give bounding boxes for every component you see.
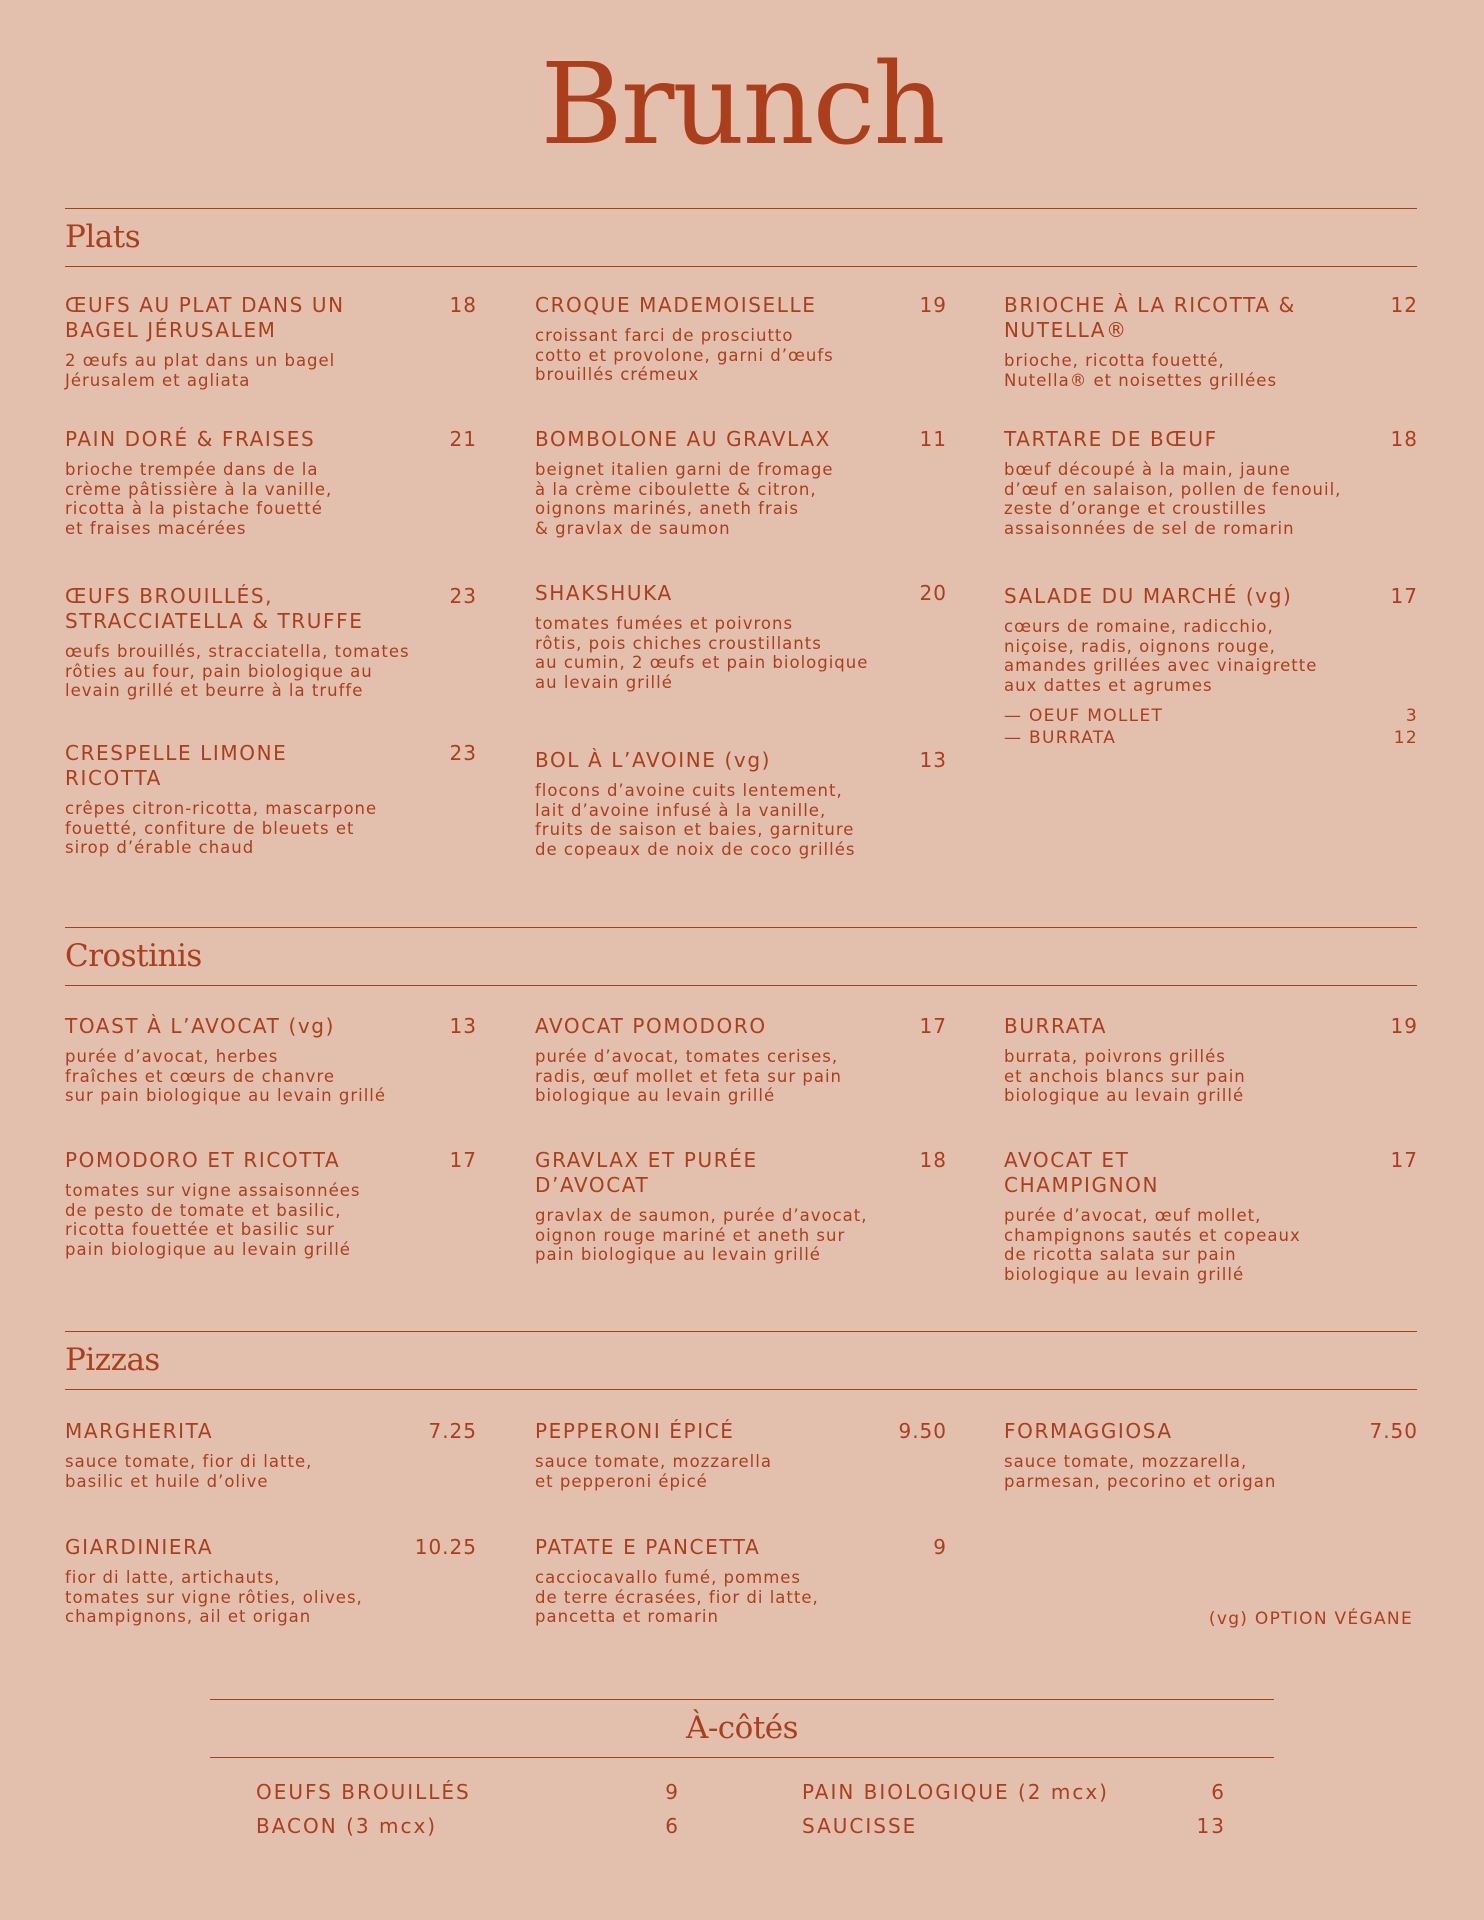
addon-row (1004, 705, 1418, 727)
item-name: POMODORO ET RICOTTA (65, 1148, 341, 1172)
side-name: PAIN BIOLOGIQUE (2 mcx) (802, 1780, 1109, 1804)
item-price: 18 (449, 293, 477, 317)
section-title-pizzas: Pizzas (65, 1342, 160, 1378)
item-description: cacciocavallo fumé, pommes de terre écrasées, fior di latte, pancetta et romarin (535, 1568, 819, 1626)
item-price: 9.50 (898, 1419, 947, 1443)
section-header-crostinis (65, 927, 1417, 986)
menu-item (65, 1535, 477, 1627)
item-description: beignet italien garni de fromage à la crème ciboulette & citron, oignons marinés, aneth frais & gravlax de saumon (535, 460, 834, 538)
menu-item (535, 1419, 947, 1491)
item-price: 19 (1390, 1014, 1418, 1038)
menu-item (535, 581, 947, 692)
item-name: GIARDINIERA (65, 1535, 214, 1559)
item-price: 10.25 (414, 1535, 477, 1559)
item-name: TARTARE DE BŒUF (1004, 427, 1218, 451)
item-description: œufs brouillés, stracciatella, tomates rôties au four, pain biologique au levain grillé et beurre à la truffe (65, 642, 410, 700)
side-item (802, 1779, 1226, 1805)
item-name: MARGHERITA (65, 1419, 214, 1443)
vegan-tag: (vg) (1245, 584, 1293, 608)
menu-item (65, 427, 477, 538)
menu-item (65, 1419, 477, 1491)
item-description: brioche, ricotta fouetté, Nutella® et noisettes grillées (1004, 351, 1278, 390)
menu-item (535, 748, 947, 859)
side-price: 6 (1211, 1780, 1226, 1804)
item-price: 17 (1390, 584, 1418, 608)
addon-name: — BURRATA (1004, 728, 1117, 748)
item-description: purée d’avocat, herbes fraîches et cœurs de chanvre sur pain biologique au levain grillé (65, 1047, 387, 1105)
item-price: 7.50 (1369, 1419, 1418, 1443)
section-header-sides (210, 1699, 1274, 1758)
item-name: ŒUFS AU PLAT DANS UN BAGEL JÉRUSALEM (65, 293, 345, 342)
item-name: BOL À L’AVOINE (535, 748, 717, 772)
side-item (256, 1779, 680, 1805)
side-price: 9 (665, 1780, 680, 1804)
item-price: 23 (449, 741, 477, 765)
section-title-crostinis: Crostinis (65, 938, 202, 974)
side-price: 13 (1196, 1814, 1226, 1838)
menu-item (535, 427, 947, 538)
item-name: TOAST À L’AVOCAT (65, 1014, 281, 1038)
menu-item (1004, 427, 1418, 538)
menu-item (65, 584, 477, 701)
item-name: AVOCAT ET CHAMPIGNON (1004, 1148, 1160, 1197)
side-item (256, 1813, 680, 1839)
item-description: gravlax de saumon, purée d’avocat, oignon rouge mariné et aneth sur pain biologique au levain grillé (535, 1206, 868, 1264)
side-price: 6 (665, 1814, 680, 1838)
item-price: 17 (1390, 1148, 1418, 1172)
item-price: 17 (919, 1014, 947, 1038)
item-description: cœurs de romaine, radicchio, niçoise, radis, oignons rouge, amandes grillées avec vinaigrette aux dattes et agrumes (1004, 617, 1318, 695)
item-price: 18 (1390, 427, 1418, 451)
item-description: purée d’avocat, tomates cerises, radis, œuf mollet et feta sur pain biologique au levain grillé (535, 1047, 842, 1105)
item-description: purée d’avocat, œuf mollet, champignons sautés et copeaux de ricotta salata sur pain biologique au levain grillé (1004, 1206, 1301, 1284)
item-name: BURRATA (1004, 1014, 1108, 1038)
menu-item (65, 741, 477, 858)
item-description: sauce tomate, mozzarella et pepperoni épicé (535, 1452, 772, 1491)
item-name: PAIN DORÉ & FRAISES (65, 427, 316, 451)
item-name: ŒUFS BROUILLÉS, STRACCIATELLA & TRUFFE (65, 584, 364, 633)
item-description: brioche trempée dans de la crème pâtissière à la vanille, ricotta à la pistache fouetté et fraises macérées (65, 460, 333, 538)
item-price: 17 (449, 1148, 477, 1172)
menu-item (535, 293, 947, 385)
item-price: 11 (919, 427, 947, 451)
item-price: 13 (919, 748, 947, 772)
item-description: tomates sur vigne assaisonnées de pesto de tomate et basilic, ricotta fouettée et basilic sur pain biologique au levain grillé (65, 1181, 361, 1259)
item-name: AVOCAT POMODORO (535, 1014, 767, 1038)
item-price: 12 (1390, 293, 1418, 317)
vegan-tag: (vg) (724, 748, 772, 772)
item-price: 9 (933, 1535, 947, 1559)
menu-title: Brunch (540, 40, 944, 170)
item-name: CROQUE MADEMOISELLE (535, 293, 817, 317)
menu-item (1004, 1014, 1418, 1106)
item-price: 21 (449, 427, 477, 451)
item-name: FORMAGGIOSA (1004, 1419, 1173, 1443)
menu-item (65, 1148, 477, 1259)
section-title-plats: Plats (65, 219, 141, 255)
item-price: 7.25 (428, 1419, 477, 1443)
menu-item (535, 1148, 947, 1265)
item-name: GRAVLAX ET PURÉE D’AVOCAT (535, 1148, 758, 1197)
side-name: OEUFS BROUILLÉS (256, 1780, 471, 1804)
menu-item (1004, 293, 1418, 390)
menu-item (1004, 1419, 1418, 1491)
item-name: PATATE E PANCETTA (535, 1535, 761, 1559)
item-name: BRIOCHE À LA RICOTTA & NUTELLA® (1004, 293, 1296, 342)
addon-price: 12 (1393, 728, 1418, 748)
item-price: 23 (449, 584, 477, 608)
side-name: SAUCISSE (802, 1814, 918, 1838)
menu-item (535, 1014, 947, 1106)
menu-item (65, 1014, 477, 1106)
item-name: SALADE DU MARCHÉ (1004, 584, 1238, 608)
section-title-sides: À-côtés (685, 1710, 799, 1746)
item-price: 13 (449, 1014, 477, 1038)
item-description: sauce tomate, fior di latte, basilic et huile d’olive (65, 1452, 313, 1491)
item-price: 18 (919, 1148, 947, 1172)
vegan-legend: (vg) OPTION VÉGANE (1208, 1609, 1413, 1629)
item-name: PEPPERONI ÉPICÉ (535, 1419, 735, 1443)
item-description: croissant farci de prosciutto cotto et provolone, garni d’œufs brouillés crémeux (535, 326, 834, 384)
item-description: tomates fumées et poivrons rôtis, pois chiches croustillants au cumin, 2 œufs et pain biologique au levain grillé (535, 614, 869, 692)
menu-item (65, 293, 477, 390)
menu-item (535, 1535, 947, 1627)
section-header-pizzas (65, 1331, 1417, 1390)
item-description: sauce tomate, mozzarella, parmesan, pecorino et origan (1004, 1452, 1277, 1491)
menu-item (1004, 1148, 1418, 1284)
item-description: flocons d’avoine cuits lentement, lait d’avoine infusé à la vanille, fruits de saison et baies, garniture de copeaux de noix de coco grillés (535, 781, 856, 859)
addon-list (1004, 705, 1418, 749)
item-price: 19 (919, 293, 947, 317)
section-header-plats (65, 208, 1417, 267)
item-name: BOMBOLONE AU GRAVLAX (535, 427, 831, 451)
item-description: fior di latte, artichauts, tomates sur vigne rôties, olives, champignons, ail et origan (65, 1568, 363, 1626)
item-name: SHAKSHUKA (535, 581, 673, 605)
vegan-tag: (vg) (288, 1014, 335, 1038)
menu-item (1004, 584, 1418, 749)
item-price: 20 (919, 581, 947, 605)
side-item (802, 1813, 1226, 1839)
item-description: 2 œufs au plat dans un bagel Jérusalem et agliata (65, 351, 336, 390)
item-description: crêpes citron-ricotta, mascarpone fouetté, confiture de bleuets et sirop d’érable chaud (65, 799, 378, 857)
side-name: BACON (3 mcx) (256, 1814, 438, 1838)
item-description: bœuf découpé à la main, jaune d’œuf en salaison, pollen de fenouil, zeste d’orange et croustilles assaisonnées de sel de romarin (1004, 460, 1342, 538)
item-name: CRESPELLE LIMONE RICOTTA (65, 741, 288, 790)
addon-price: 3 (1405, 706, 1418, 726)
addon-row (1004, 727, 1418, 749)
item-description: burrata, poivrons grillés et anchois blancs sur pain biologique au levain grillé (1004, 1047, 1246, 1105)
addon-name: — OEUF MOLLET (1004, 706, 1164, 726)
